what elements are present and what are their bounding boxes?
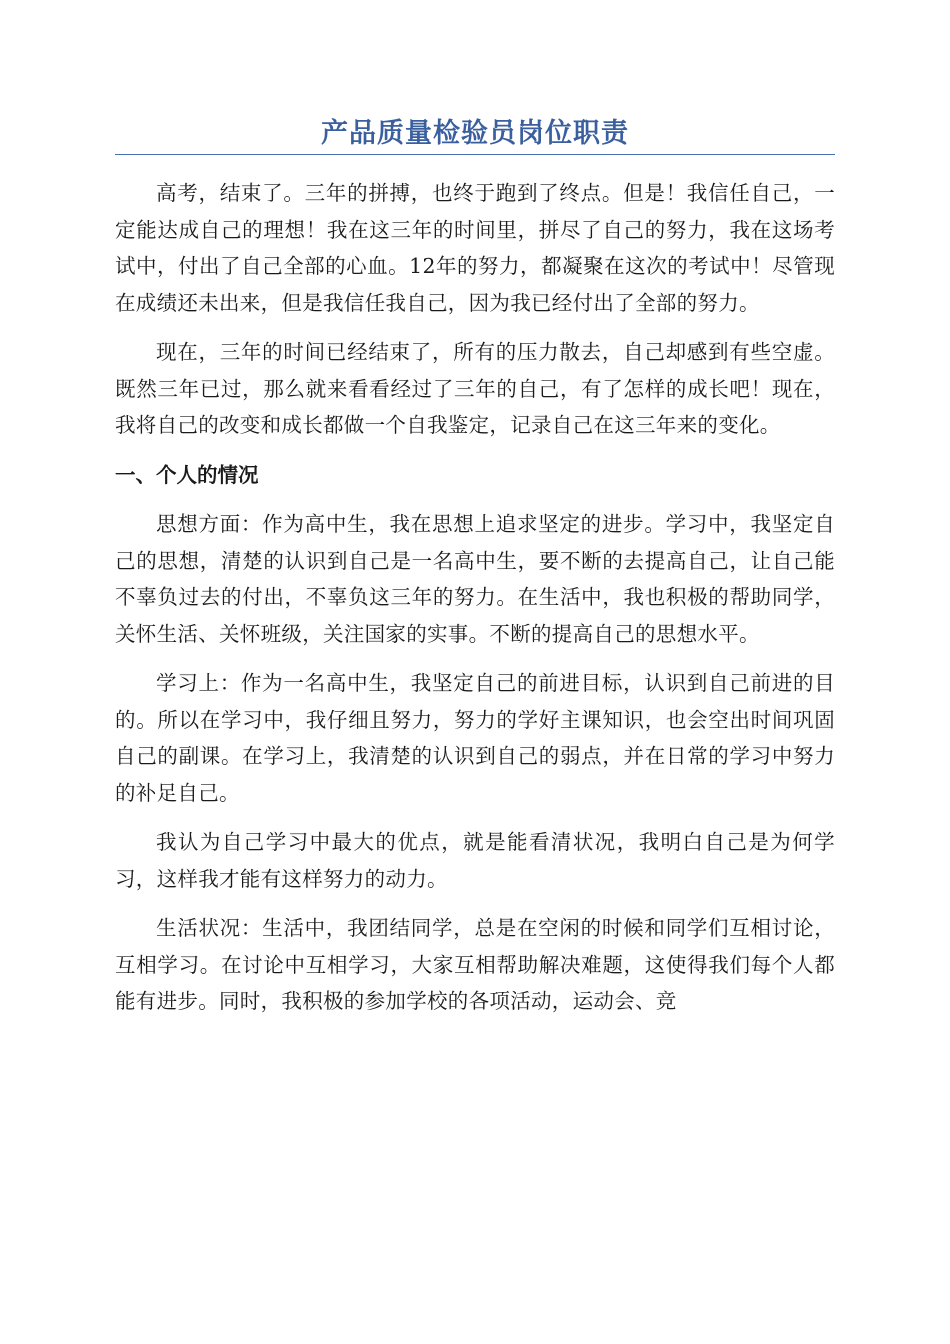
body-paragraph: 现在，三年的时间已经结束了，所有的压力散去，自己却感到有些空虚。既然三年已过，那么就来看看经过了三年的自己，有了怎样的成长吧！现在，我将自己的改变和成长都做一个自我鉴定，记录自己在这三年来的变化。 [115,340,835,437]
body-paragraph: 思想方面：作为高中生，我在思想上追求坚定的进步。学习中，我坚定自己的思想，清楚的认识到自己是一名高中生，要不断的去提高自己，让自己能不辜负过去的付出，不辜负这三年的努力。在生活中，我也积极的帮助同学，关怀生活、关怀班级，关注国家的实事。不断的提高自己的思想水平。 [115,512,835,646]
document-title: 产品质量检验员岗位职责 [321,118,629,149]
paragraph-spacer [115,493,835,506]
title-underline [115,154,835,155]
body-paragraph: 学习上：作为一名高中生，我坚定自己的前进目标，认识到自己前进的目的。所以在学习中，我仔细且努力，努力的学好主课知识，也会空出时间巩固自己的副课。在学习上，我清楚的认识到自己的弱点，并在日常的学习中努力的补足自己。 [115,671,835,805]
document-page [115,0,835,1020]
paragraph-spacer [115,897,835,910]
paragraph-spacer [115,811,835,824]
body-paragraph: 我认为自己学习中最大的优点，就是能看清状况，我明白自己是为何学习，这样我才能有这样努力的动力。 [115,830,835,891]
body-paragraph: 高考，结束了。三年的拼搏，也终于跑到了终点。但是！我信任自己，一定能达成自己的理想！我在这三年的时间里，拼尽了自己的努力，我在这场考试中，付出了自己全部的心血。12年的努力，都凝聚在这次的考试中！尽管现在成绩还未出来，但是我信任我自己，因为我已经付出了全部的努力。 [115,181,835,315]
section-heading: 一、个人的情况 [115,462,259,487]
paragraph-spacer [115,444,835,457]
body-paragraph: 生活状况：生活中，我团结同学，总是在空闲的时候和同学们互相讨论，互相学习。在讨论中互相学习，大家互相帮助解决难题，这使得我们每个人都能有进步。同时，我积极的参加学校的各项活动，运动会、竞 [115,916,835,1013]
paragraph-spacer [115,321,835,334]
paragraph-spacer [115,652,835,665]
